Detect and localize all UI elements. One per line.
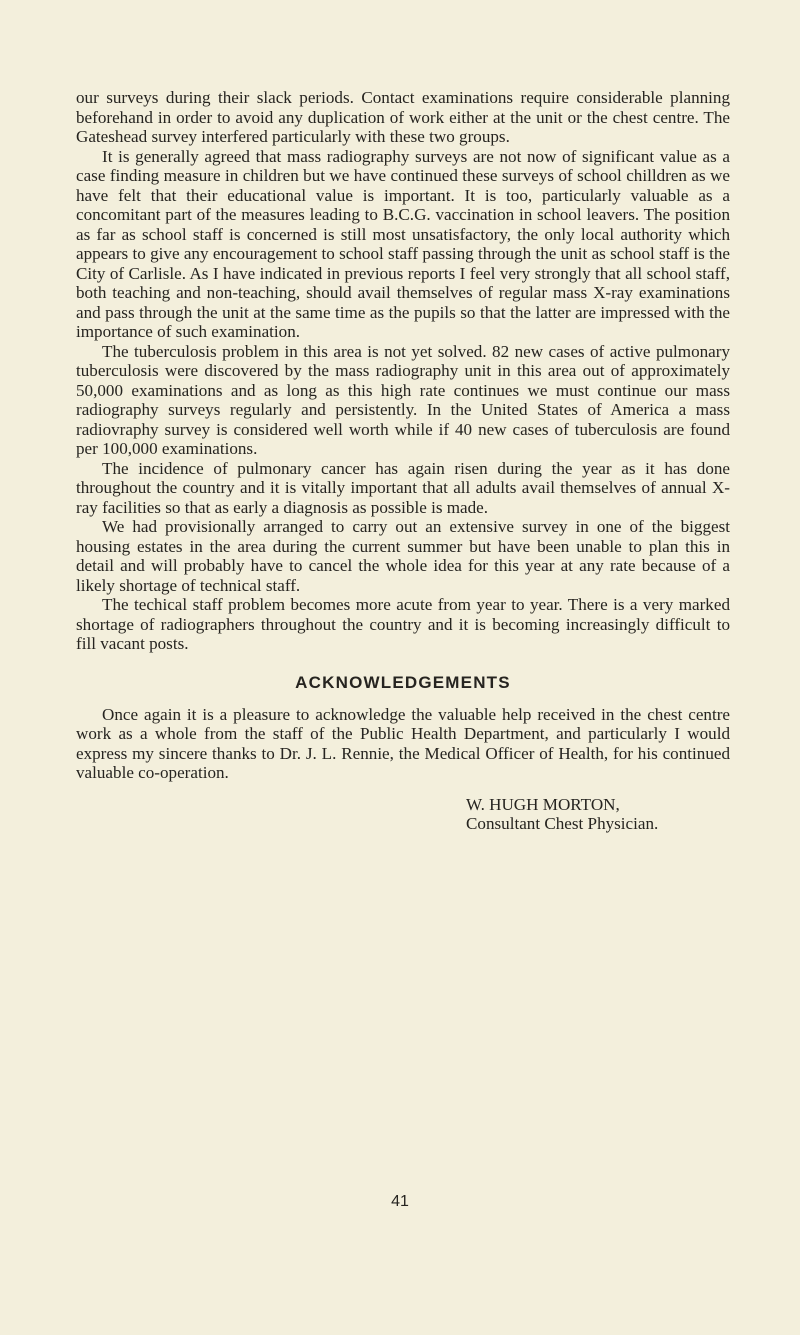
acknowledgements-heading: ACKNOWLEDGEMENTS — [295, 672, 511, 692]
paragraph-surveys-continuation: our surveys during their slack periods. Contact examinations require considerable planning beforehand in order to avoid any duplication of work either at the unit or the chest centre. The Gateshead survey interfered particularly with these two groups. — [76, 88, 730, 146]
report-body — [76, 88, 730, 654]
paragraph-tuberculosis-problem: The tuberculosis problem in this area is not yet solved. 82 new cases of active pulmonary tuberculosis were discovered by the mass radiography unit in this area out of approximately 50,000 examinations and as long as this high rate continues we must continue our mass radiography surveys regularly and persistently. In the United States of America a mass radiovraphy survey is considered well worth while if 40 new cases of tuberculosis are found per 100,000 examinations. — [76, 341, 730, 458]
paragraph-school-surveys: It is generally agreed that mass radiography surveys are not now of significant value as a case finding measure in children but we have continued these surveys of school chilldren as we have felt that their educational value is important. It is too, particularly valuable as a concomitant part of the measures leading to B.C.G. vaccination in school leavers. The position as far as school staff is concerned is still most unsatisfactory, the only local authority which appears to give any encouragement to school staff passing through the unit as school staff is the City of Carlisle. As I have indicated in previous reports I feel very strongly that all school staff, both teaching and non-teaching, should avail themselves of regular mass X-ray examinations and pass through the unit at the same time as the pupils so that the latter are impressed with the importance of such examination. — [76, 146, 730, 341]
paragraph-technical-staff: The techical staff problem becomes more acute from year to year. There is a very marked shortage of radiographers throughout the country and it is becoming increasingly difficult to fill vacant posts. — [76, 595, 730, 653]
page-number: 41 — [391, 1193, 409, 1210]
paragraph-housing-survey: We had provisionally arranged to carry out an extensive survey in one of the biggest housing estates in the area during the current summer but have been unable to plan this in detail and will probably have to cancel the whole idea for this year at any rate because of a likely shortage of technical staff. — [76, 517, 730, 595]
signature-block — [76, 795, 730, 834]
signature-title: Consultant Chest Physician. — [466, 814, 659, 833]
acknowledgements-paragraph: Once again it is a pleasure to acknowledge the valuable help received in the chest centre work as a whole from the staff of the Public Health Department, and particularly I would express my sincere thanks to Dr. J. L. Rennie, the Medical Officer of Health, for his continued valuable co-operation. — [76, 704, 730, 782]
paragraph-pulmonary-cancer: The incidence of pulmonary cancer has again risen during the year as it has done throughout the country and it is vitally important that all adults avail themselves of annual X-ray facilities so that as early a diagnosis as possible is made. — [76, 458, 730, 517]
document-page — [76, 88, 730, 834]
signature-name: W. HUGH MORTON, — [466, 794, 620, 814]
